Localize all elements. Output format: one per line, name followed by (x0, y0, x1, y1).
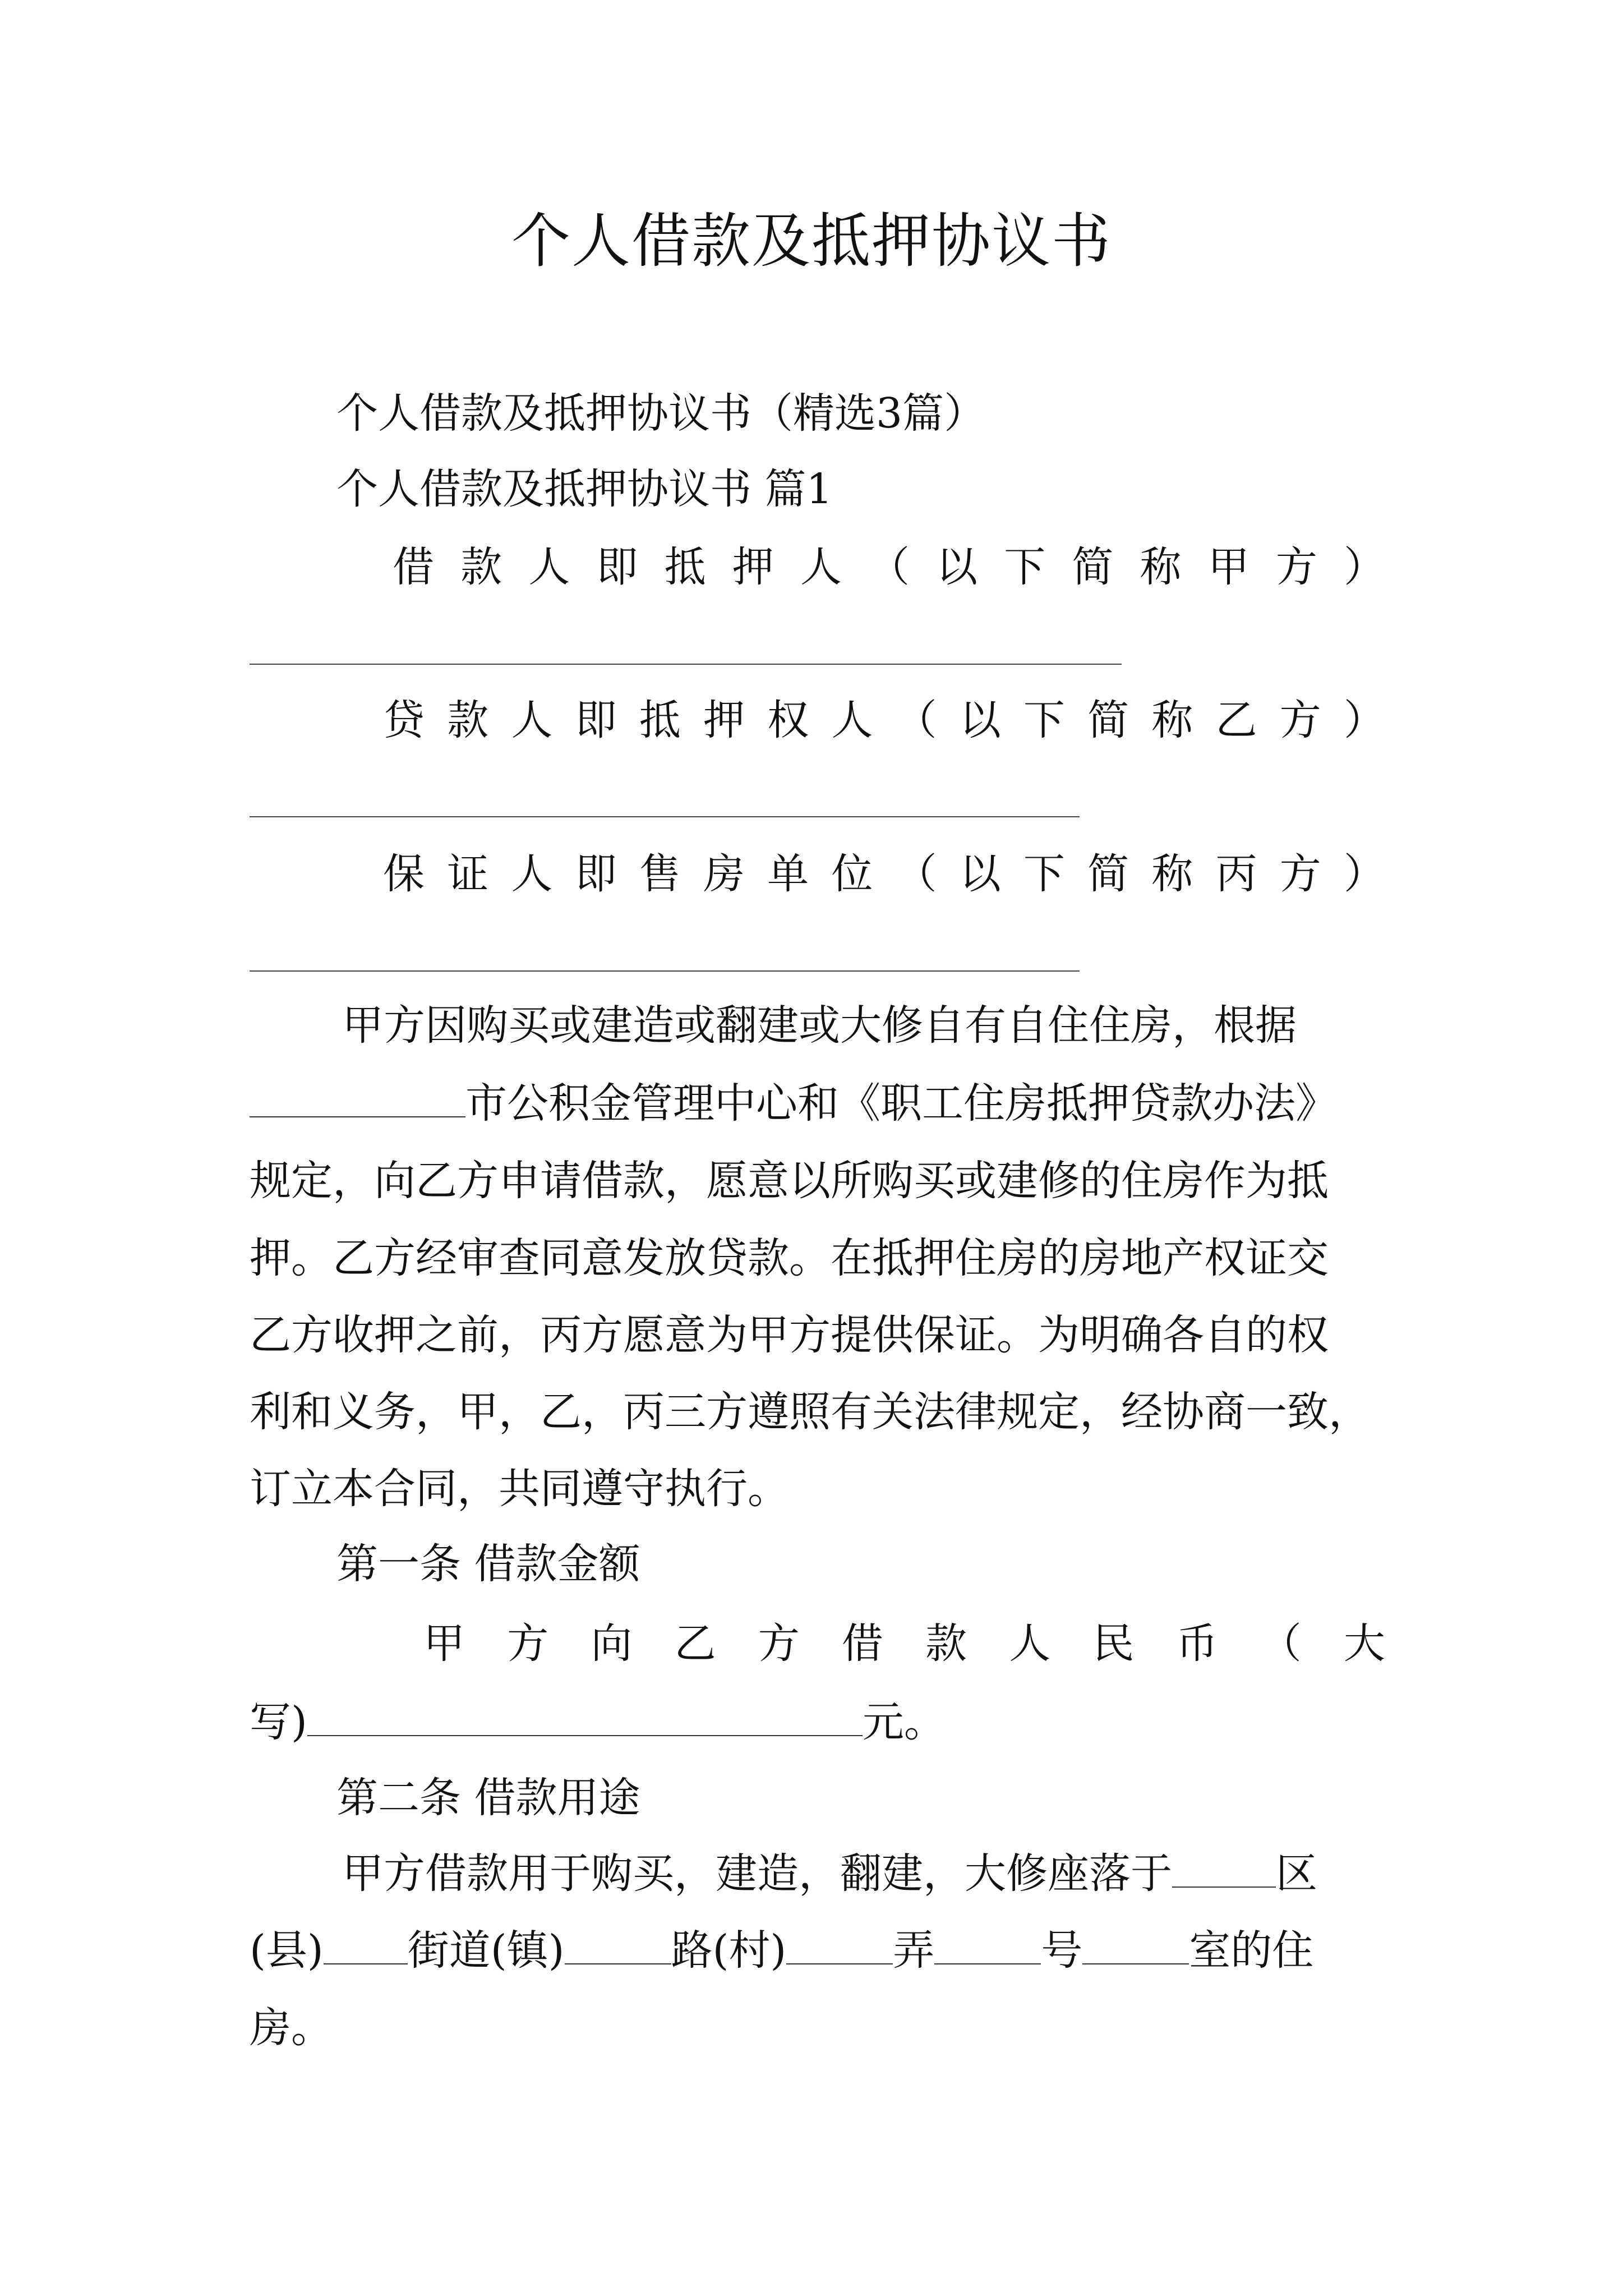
preamble-line-3: 规定，向乙方申请借款，愿意以所购买或建修的住房作为抵 (250, 1157, 1329, 1205)
party-a-char: 方 (1275, 543, 1317, 591)
city-blank (250, 1082, 465, 1117)
document-subtitle: 个人借款及抵押协议书（精选3篇） (336, 389, 986, 438)
party-c-char: （ (895, 850, 937, 898)
preamble-line-5: 乙方收押之前，丙方愿意为甲方提供保证。为明确各自的权 (250, 1311, 1329, 1359)
party-c-char: 房 (703, 850, 745, 898)
party-b-line (383, 692, 1385, 748)
party-b-char: 贷 (383, 696, 425, 744)
party-a-char: 以 (936, 543, 978, 591)
party-c-char: 以 (959, 850, 1001, 898)
party-c-char: 称 (1151, 850, 1193, 898)
party-b-char: 权 (767, 696, 809, 744)
article-1-char: 方 (507, 1619, 549, 1668)
street-blank (324, 1929, 408, 1964)
party-c-char: 丙 (1215, 850, 1257, 898)
preamble-line-2-text: 市公积金管理中心和《职工住房抵押贷款办法》 (465, 1079, 1337, 1128)
party-b-char: ） (1343, 696, 1385, 744)
article-1-char: 大 (1343, 1619, 1385, 1668)
party-b-char: 抵 (639, 696, 681, 744)
article-1-char: 乙 (674, 1619, 716, 1668)
party-b-char: 乙 (1215, 696, 1257, 744)
party-a-char: 押 (732, 543, 774, 591)
party-c-char: 人 (511, 850, 553, 898)
article-1-line-1 (423, 1616, 1385, 1672)
party-a-char: （ (868, 543, 910, 591)
party-a-blank-line (250, 664, 1122, 665)
party-b-char: 下 (1023, 696, 1065, 744)
article-2-heading: 第二条 借款用途 (336, 1774, 640, 1822)
number-label: 号 (1041, 1926, 1083, 1975)
party-c-char: 售 (639, 850, 681, 898)
preamble-line-4: 押。乙方经审查同意发放贷款。在抵押住房的房地产权证交 (250, 1234, 1329, 1282)
county-label: (县) (250, 1926, 324, 1975)
article-1-char: 人 (1009, 1619, 1051, 1668)
article-1-char: 向 (591, 1619, 633, 1668)
party-c-char: ） (1343, 850, 1385, 898)
article-1-char: 甲 (423, 1619, 465, 1668)
road-label: 路(村) (671, 1926, 787, 1975)
article-2-line-1-text: 甲方借款用于购买，建造，翻建，大修座落于 (342, 1849, 1172, 1898)
party-a-char: 借 (393, 543, 434, 591)
party-a-char: 款 (460, 543, 502, 591)
article-1-char: 款 (925, 1619, 967, 1668)
party-b-char: 称 (1151, 696, 1193, 744)
party-a-char: 人 (800, 543, 842, 591)
party-a-char: 人 (528, 543, 570, 591)
article-1-suffix: 元。 (862, 1698, 946, 1746)
article-1-heading: 第一条 借款金额 (336, 1540, 640, 1588)
party-a-char: 简 (1072, 543, 1114, 591)
article-1-char: 方 (758, 1619, 800, 1668)
party-c-char: 保 (383, 850, 425, 898)
party-a-char: 即 (596, 543, 638, 591)
amount-blank (307, 1700, 863, 1736)
party-b-char: 即 (575, 696, 617, 744)
party-c-char: 即 (575, 850, 617, 898)
lane-blank (786, 1929, 893, 1964)
road-blank (565, 1929, 671, 1964)
party-c-line (383, 846, 1385, 902)
document-title: 个人借款及抵押协议书 (511, 207, 1112, 275)
party-b-char: 人 (511, 696, 553, 744)
party-b-char: 款 (447, 696, 489, 744)
party-a-char: ） (1343, 543, 1385, 591)
party-a-line (393, 539, 1385, 595)
party-c-char: 简 (1087, 850, 1129, 898)
preamble-line-7: 订立本合同，共同遵守执行。 (250, 1465, 789, 1513)
party-c-char: 证 (447, 850, 489, 898)
article-2-line-1 (342, 1846, 1385, 1902)
article-2-line-2 (250, 1922, 1382, 1978)
section-heading: 个人借款及抵押协议书 篇1 (336, 465, 833, 513)
article-1-char: 民 (1092, 1619, 1135, 1668)
party-b-char: 简 (1087, 696, 1129, 744)
party-a-char: 称 (1140, 543, 1182, 591)
party-b-blank-line (250, 816, 1080, 817)
street-label: 街道(镇) (407, 1926, 565, 1975)
party-b-char: 方 (1279, 696, 1321, 744)
preamble-line-6: 利和义务，甲，乙，丙三方遵照有关法律规定，经协商一致， (250, 1388, 1370, 1436)
article-1-char: 借 (841, 1619, 883, 1668)
article-2-line-3: 房。 (250, 2004, 333, 2052)
party-c-char: 位 (831, 850, 873, 898)
party-b-char: （ (895, 696, 937, 744)
party-c-char: 下 (1023, 850, 1065, 898)
party-a-char: 下 (1004, 543, 1046, 591)
party-c-blank-line (250, 970, 1080, 972)
article-1-prefix: 写) (250, 1698, 307, 1746)
preamble-line-2 (250, 1075, 1382, 1131)
article-1-char: （ (1260, 1619, 1302, 1668)
party-b-char: 押 (703, 696, 745, 744)
party-a-char: 甲 (1207, 543, 1249, 591)
party-c-char: 方 (1279, 850, 1321, 898)
party-b-char: 以 (959, 696, 1001, 744)
article-1-char: 币 (1176, 1619, 1218, 1668)
district-blank (1172, 1852, 1276, 1888)
article-2-line-1-end: 区 (1276, 1849, 1317, 1898)
article-1-line-2 (250, 1694, 1382, 1750)
party-c-char: 单 (767, 850, 809, 898)
room-label: 室的住 (1189, 1926, 1314, 1975)
party-b-char: 人 (831, 696, 873, 744)
number-blank (934, 1929, 1041, 1964)
party-a-char: 抵 (664, 543, 706, 591)
room-blank (1082, 1929, 1189, 1964)
lane-label: 弄 (893, 1926, 935, 1975)
preamble-line-1: 甲方因购买或建造或翻建或大修自有自住住房，根据 (342, 1001, 1297, 1050)
